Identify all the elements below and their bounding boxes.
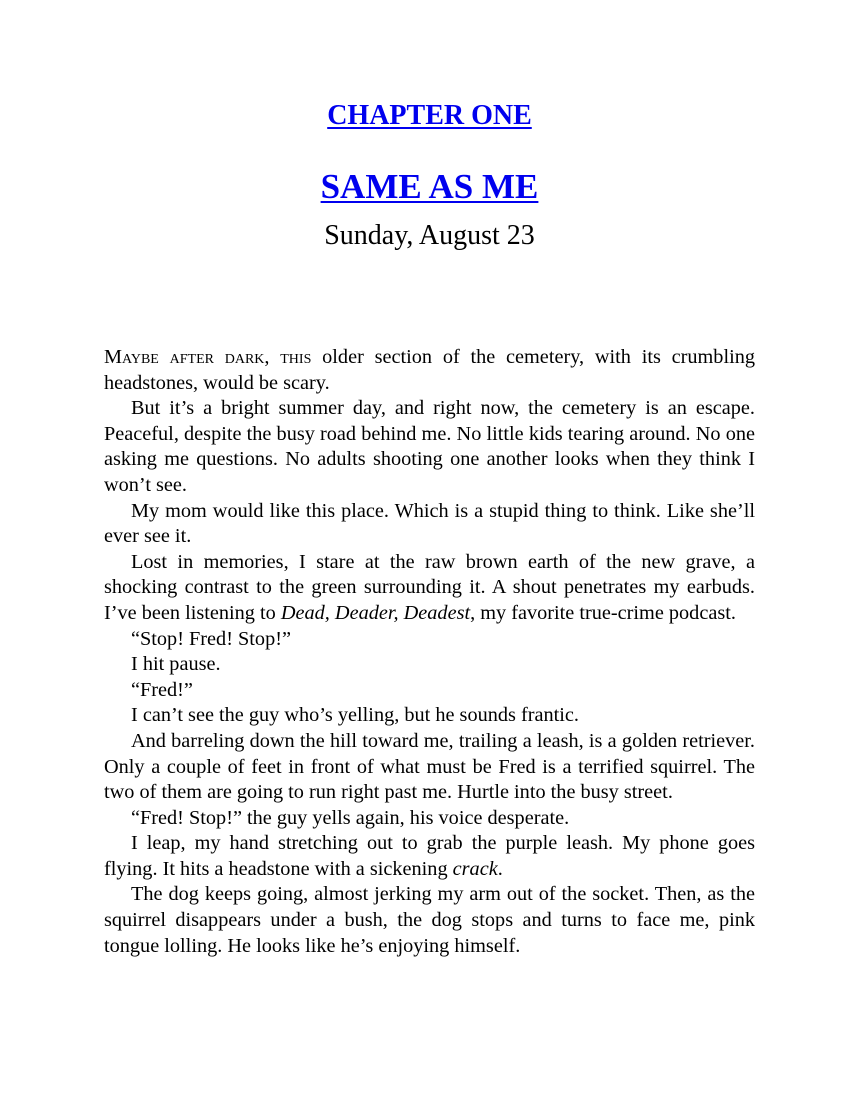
paragraph-1 bbox=[104, 345, 755, 396]
podcast-title: Dead, Deader, Deadest bbox=[280, 601, 471, 624]
paragraph-9: And barreling down the hill toward me, trailing a leash, is a golden retriever. Only a couple of feet in front of what must be Fred is a terrified squirrel. The two of them are going to run right past me. Hurtle into the busy street. bbox=[104, 729, 755, 804]
chapter-number-link[interactable]: CHAPTER ONE bbox=[327, 100, 532, 131]
paragraph-4 bbox=[104, 550, 755, 627]
crack-italic: crack bbox=[452, 857, 498, 880]
chapter-date: Sunday, August 23 bbox=[324, 220, 535, 251]
paragraph-4-before: Lost in memories, I stare at the raw brown earth of the new grave, a shocking contrast to the green surrounding it. A shout penetrates my earbuds. I’ve been listening to bbox=[104, 550, 755, 624]
paragraph-7: “Fred!” bbox=[131, 678, 193, 701]
paragraph-1-text: older section of the cemetery, with its crumbling headstones, would be scary. bbox=[104, 346, 755, 394]
paragraph-11 bbox=[104, 831, 755, 882]
chapter-body bbox=[104, 345, 755, 959]
paragraph-4-after: , my favorite true-crime podcast. bbox=[470, 601, 736, 624]
paragraph-2: But it’s a bright summer day, and right now, the cemetery is an escape. Peaceful, despite the busy road behind me. No little kids tearing around. No one asking me questions. No adults shooting one another looks when they think I won’t see. bbox=[104, 397, 755, 496]
chapter-title-heading bbox=[104, 165, 755, 209]
paragraph-10: “Fred! Stop!” the guy yells again, his voice desperate. bbox=[131, 806, 570, 829]
chapter-title-link[interactable]: SAME AS ME bbox=[320, 167, 539, 206]
paragraph-6: I hit pause. bbox=[131, 653, 221, 676]
paragraph-11-before: I leap, my hand stretching out to grab the purple leash. My phone goes flying. It hits a headstone with a sickening bbox=[104, 832, 755, 880]
drop-lead-smallcaps: Maybe after dark, this bbox=[104, 346, 312, 368]
chapter-number-heading bbox=[104, 98, 755, 134]
paragraph-5: “Stop! Fred! Stop!” bbox=[131, 627, 291, 650]
paragraph-11-after: . bbox=[497, 857, 503, 880]
paragraph-8: I can’t see the guy who’s yelling, but he sounds frantic. bbox=[131, 704, 579, 727]
paragraph-3: My mom would like this place. Which is a stupid thing to think. Like she’ll ever see it. bbox=[104, 499, 755, 548]
paragraph-12: The dog keeps going, almost jerking my arm out of the socket. Then, as the squirrel disappears under a bush, the dog stops and turns to face me, pink tongue lolling. He looks like he’s enjoying himself. bbox=[104, 883, 755, 957]
